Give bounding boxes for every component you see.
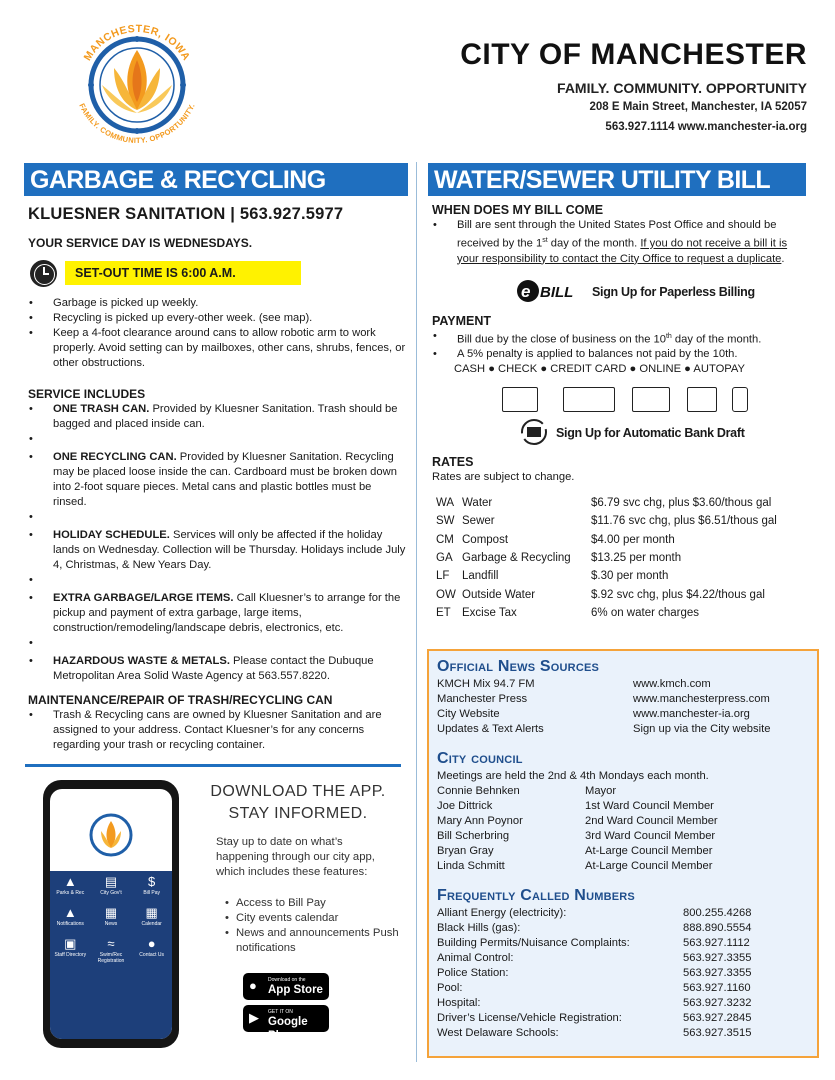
kluesner-line: KLUESNER SANITATION | 563.927.5977 <box>28 205 344 223</box>
list-item: West Delaware Schools: 563.927.3515 <box>437 1027 752 1039</box>
list-item: Building Permits/Nuisance Complaints: 563.927.1112 <box>437 937 750 949</box>
app-tile-bill-pay[interactable]: $ Bill Pay <box>131 873 172 896</box>
service-title: HOLIDAY SCHEDULE. <box>53 529 170 541</box>
address: 208 E Main Street, Manchester, IA 52057 <box>589 101 807 113</box>
app-tile-notifications[interactable]: ▲ Notifications <box>50 904 91 927</box>
table-row: WA Water $6.79 svc chg, plus $3.60/thous gal <box>436 497 772 510</box>
garbage-bullets <box>28 296 406 371</box>
news-list <box>437 677 811 737</box>
logo-text-bottom: FAMILY. COMMUNITY. OPPORTUNITY. <box>77 101 197 146</box>
app-logo <box>87 811 135 859</box>
auto-draft-text: Sign Up for Automatic Bank Draft <box>556 426 745 441</box>
dollar-icon: $ <box>148 874 156 889</box>
clock-icon <box>30 260 57 287</box>
ebill-logo <box>516 279 586 303</box>
credit-card-icon <box>632 387 670 412</box>
check-icon <box>563 387 615 412</box>
water-banner: WATER/SEWER UTILITY BILL <box>428 163 806 196</box>
council-list <box>437 784 811 874</box>
service-item <box>28 450 406 510</box>
list-item: Connie Behnken Mayor <box>437 785 617 797</box>
numbers-heading: Frequently Called Numbers <box>437 887 635 904</box>
table-row: SW Sewer $11.76 svc chg, plus $6.51/thous gal <box>436 515 777 528</box>
list-item: Bill Scherbring 3rd Ward Council Member <box>437 830 716 842</box>
payment-heading: PAYMENT <box>432 313 492 328</box>
service-title: HAZARDOUS WASTE & METALS. <box>53 655 230 667</box>
list-item: • Keep a 4-foot clearance around cans to allow robotic arm to work properly. Avoid setting can by mailboxes, other cans, shrubs, fences, or other obstructions. <box>28 326 406 371</box>
maintenance-heading: MAINTENANCE/REPAIR OF TRASH/RECYCLING CAN <box>28 693 333 707</box>
app-tile-swim[interactable]: ≈ Swim/Rec Registration <box>91 935 132 964</box>
app-features <box>222 896 402 956</box>
chat-icon: ● <box>147 936 156 951</box>
building-icon: ▤ <box>104 874 118 889</box>
list-item: Police Station: 563.927.3355 <box>437 967 752 979</box>
list-item: Hospital: 563.927.3232 <box>437 997 752 1009</box>
list-item: • Recycling is picked up every-other week. (see map). <box>28 311 406 326</box>
numbers-list <box>437 906 811 1041</box>
cash-icon <box>502 387 538 412</box>
city-name: CITY OF MANCHESTER <box>460 38 807 71</box>
list-item: Alliant Energy (electricity): 800.255.4268 <box>437 907 752 919</box>
app-heading: DOWNLOAD THE APP. STAY INFORMED. <box>210 783 386 822</box>
app-tile-calendar[interactable]: ▦ Calendar <box>131 904 172 927</box>
service-text: Please contact the Dubuque Metropolitan Area Solid Waste Agency at 563.557.8220. <box>53 655 374 682</box>
list-item: • Trash & Recycling cans are owned by Kluesner Sanitation and are assigned to your address. Contact Kluesner’s for any concerns regarding your trash or recycling container. <box>28 708 406 753</box>
list-item: Driver’s License/Vehicle Registration: 563.927.2845 <box>437 1012 752 1024</box>
table-row: ET Excise Tax 6% on water charges <box>436 606 700 619</box>
service-item <box>28 591 406 636</box>
rates-note: Rates are subject to change. <box>432 471 575 484</box>
phone-screen <box>50 789 172 1039</box>
service-text: Provided by Kluesner Sanitation. Trash should be bagged and placed inside can. <box>53 403 398 430</box>
garbage-banner: GARBAGE & RECYCLING <box>24 163 408 196</box>
list-item: • Access to Bill Pay <box>222 896 402 911</box>
list-item: • A 5% penalty is applied to balances not paid by the 10th. <box>432 347 808 362</box>
service-text: Provided by Kluesner Sanitation. Recycling may be placed loose inside the can. Cardboard must be broken down into 2-foot square pieces. Metal cans and plastic bottles must be rinsed. <box>53 451 397 508</box>
online-icon <box>687 387 717 412</box>
list-item: KMCH Mix 94.7 FM www.kmch.com <box>437 678 711 690</box>
app-tile-contact[interactable]: ● Contact Us <box>131 935 172 964</box>
column-divider <box>416 162 417 1062</box>
service-item <box>28 654 406 684</box>
play-icon: ▶ <box>249 1010 259 1025</box>
autopay-phone-icon <box>732 387 748 412</box>
logo-text-top: MANCHESTER, IOWA <box>81 22 193 63</box>
parks-icon: ▲ <box>63 874 77 889</box>
service-item <box>28 528 406 573</box>
directory-icon: ▣ <box>64 936 77 951</box>
service-item <box>28 402 406 432</box>
app-tile-city-gov[interactable]: ▤ City Gov't <box>91 873 132 896</box>
ebill-row[interactable] <box>432 277 808 307</box>
garbage-section <box>28 203 406 753</box>
ebill-text: Sign Up for Paperless Billing <box>592 284 755 299</box>
list-item: Animal Control: 563.927.3355 <box>437 952 752 964</box>
service-title: EXTRA GARBAGE/LARGE ITEMS. <box>53 592 234 604</box>
contact-line: 563.927.1114 www.manchester-ia.org <box>605 121 807 133</box>
rates-table <box>436 494 777 622</box>
list-item: • Bill are sent through the United States Post Office and should be received by the 1st day of the month. If you do not receive a bill it is your responsibility to contact the City Office to request a duplicate. <box>432 218 808 267</box>
section-rule <box>25 764 401 767</box>
service-day: YOUR SERVICE DAY IS WEDNESDAYS. <box>28 236 253 250</box>
list-item: • Bill due by the close of business on the 10th day of the month. <box>432 329 808 348</box>
service-text: Services will only be affected if the holiday lands on Wednesday. Collection will be Thursday. Holidays include July 4, Christmas, & New Years Day. <box>53 529 406 571</box>
google-play-button[interactable]: ▶ GET IT ON Google Play <box>243 1005 329 1032</box>
news-icon: ▦ <box>104 905 118 920</box>
water-section <box>432 203 808 623</box>
payment-icons <box>432 387 808 415</box>
list-item: Linda Schmitt At-Large Council Member <box>437 860 713 872</box>
info-box-content <box>437 657 811 1041</box>
list-item: City Website www.manchester-ia.org <box>437 708 750 720</box>
calendar-icon: ▦ <box>145 905 158 920</box>
app-intro: Stay up to date on what’s happening through our city app, which includes these features: <box>216 836 375 878</box>
rates-heading: RATES <box>432 455 474 470</box>
city-logo <box>62 10 212 160</box>
app-tile-news[interactable]: ▦ News <box>91 904 132 927</box>
app-store-button[interactable]: ● Download on the App Store <box>243 973 329 1000</box>
service-title: ONE TRASH CAN. <box>53 403 150 415</box>
list-item: Black Hills (gas): 888.890.5554 <box>437 922 752 934</box>
tagline: FAMILY. COMMUNITY. OPPORTUNITY <box>557 80 807 96</box>
list-item: • Garbage is picked up weekly. <box>28 296 406 311</box>
table-row: GA Garbage & Recycling $13.25 per month <box>436 552 682 564</box>
list-item: • City events calendar <box>222 911 402 926</box>
table-row: CM Compost $4.00 per month <box>436 533 675 546</box>
bell-icon: ▲ <box>63 905 77 920</box>
auto-draft-row[interactable] <box>432 419 808 445</box>
payment-methods: CASH ● CHECK ● CREDIT CARD ● ONLINE ● AUTOPAY <box>454 363 746 376</box>
info-box <box>427 649 819 1058</box>
payment-list <box>432 329 808 363</box>
bank-draft-icon <box>518 417 550 447</box>
table-row: LF Landfill $.30 per month <box>436 570 669 583</box>
council-heading: City council <box>437 750 523 767</box>
when-list <box>432 218 808 267</box>
phone-mockup <box>43 780 179 1048</box>
service-includes-heading: SERVICE INCLUDES <box>28 387 146 401</box>
setout-row <box>28 259 406 289</box>
app-menu-panel <box>50 871 172 1039</box>
list-item: Bryan Gray At-Large Council Member <box>437 845 713 857</box>
list-item: Pool: 563.927.1160 <box>437 982 751 994</box>
list-item: Updates & Text Alerts Sign up via the City website <box>437 723 771 735</box>
when-heading: WHEN DOES MY BILL COME <box>432 203 604 217</box>
service-text: Call Kluesner’s to arrange for the pickup and payment of extra garbage, large items, construction/remodeling/landscape debris, electronics, etc. <box>53 592 401 634</box>
app-tile-parks[interactable]: ▲ Parks & Rec <box>50 873 91 896</box>
swim-icon: ≈ <box>107 936 115 951</box>
list-item: Manchester Press www.manchesterpress.com <box>437 693 770 705</box>
table-row: OW Outside Water $.92 svc chg, plus $4.22/thous gal <box>436 588 765 601</box>
apple-icon: ● <box>249 978 257 993</box>
app-grid <box>50 873 172 964</box>
app-tile-staff-directory[interactable]: ▣ Staff Directory <box>50 935 91 964</box>
council-note: Meetings are held the 2nd & 4th Mondays each month. <box>437 770 709 782</box>
maintenance-list <box>28 708 406 753</box>
svg-text:BILL: BILL <box>540 283 574 301</box>
list-item: Mary Ann Poynor 2nd Ward Council Member <box>437 815 718 827</box>
svg-text:e: e <box>521 281 531 301</box>
services-list <box>28 402 406 684</box>
news-heading: Official News Sources <box>437 658 600 675</box>
list-item: • News and announcements Push notifications <box>222 926 402 956</box>
setout-time: SET-OUT TIME IS 6:00 A.M. <box>65 261 301 285</box>
list-item: Joe Dittrick 1st Ward Council Member <box>437 800 714 812</box>
service-title: ONE RECYCLING CAN. <box>53 451 177 463</box>
